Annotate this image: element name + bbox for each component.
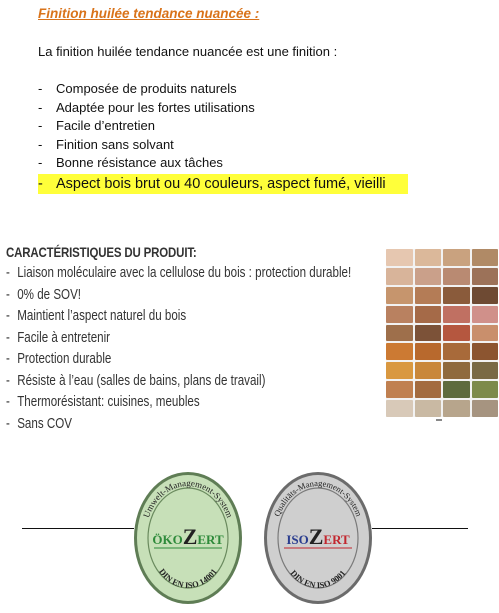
bullet-dash: - — [6, 415, 10, 432]
color-swatch — [415, 268, 442, 285]
color-swatch — [443, 400, 470, 417]
color-swatch — [386, 287, 413, 304]
color-swatch — [386, 400, 413, 417]
color-swatch — [472, 306, 499, 323]
list-item — [6, 263, 351, 285]
bullet-dash: - — [6, 394, 10, 410]
color-swatch-chart — [386, 249, 498, 417]
bullet-dash: - — [38, 136, 43, 152]
color-swatch — [415, 287, 442, 304]
list-item-text: Bonne résistance aux tâches — [56, 155, 223, 170]
color-swatch — [472, 325, 499, 342]
color-swatch — [472, 268, 499, 285]
divider-line — [372, 528, 468, 529]
color-swatch — [415, 249, 442, 266]
list-item-text: Finition sans solvant — [56, 136, 174, 152]
color-swatch — [415, 400, 442, 417]
bullet-dash: - — [38, 118, 43, 133]
product-characteristics — [6, 244, 438, 435]
bullet-dash: - — [6, 372, 10, 389]
color-swatch — [386, 362, 413, 379]
color-swatch — [386, 268, 413, 285]
color-swatch — [472, 400, 499, 417]
color-swatch — [443, 268, 470, 285]
finition-title: Finition huilée tendance nuancée : — [38, 6, 260, 21]
bullet-dash: - — [6, 351, 10, 367]
bullet-dash: - — [6, 265, 10, 281]
list-item-text: Liaison moléculaire avec la cellulose du bois : protection durable! — [17, 265, 352, 281]
list-item — [6, 414, 351, 436]
color-swatch — [415, 325, 442, 342]
color-swatch — [386, 306, 413, 323]
color-swatch — [443, 249, 470, 266]
list-item — [6, 306, 351, 328]
list-item-text: Résiste à l’eau (salles de bains, plans de travail) — [17, 372, 266, 389]
bullet-dash: - — [38, 175, 43, 192]
list-item — [6, 392, 351, 414]
color-swatch — [443, 362, 470, 379]
list-item-text: Thermorésistant: cuisines, meubles — [17, 394, 200, 410]
color-swatch — [415, 343, 442, 360]
seal-brand: ISOZERT — [286, 524, 350, 549]
color-swatch — [472, 362, 499, 379]
list-item — [6, 371, 351, 393]
color-swatch — [386, 325, 413, 342]
seal-brand: ÖKOZERT — [152, 524, 224, 549]
swatch-marker — [436, 419, 442, 421]
seal-ring-text: Qualitäts-Management-System — [271, 477, 365, 518]
list-item — [38, 136, 408, 155]
color-swatch — [386, 381, 413, 398]
list-item — [6, 328, 351, 350]
list-item — [38, 154, 408, 173]
list-item-text: Protection durable — [17, 351, 112, 367]
list-item-text: Maintient l’aspect naturel du bois — [17, 308, 187, 324]
okozert-seal — [132, 470, 244, 606]
characteristics-heading: CARACTÉRISTIQUES DU PRODUIT: — [6, 244, 197, 260]
list-item — [38, 117, 408, 136]
bullet-dash: - — [38, 81, 43, 96]
bullet-dash: - — [38, 155, 43, 170]
list-item-text: Sans COV — [17, 415, 72, 432]
list-item-text: Facile d’entretien — [56, 118, 155, 133]
color-swatch — [415, 306, 442, 323]
color-swatch — [443, 343, 470, 360]
color-swatch — [443, 306, 470, 323]
list-item — [38, 99, 408, 118]
color-swatch — [443, 325, 470, 342]
isozert-seal — [262, 470, 374, 606]
divider-line — [22, 528, 134, 529]
bullet-dash: - — [6, 329, 10, 346]
color-swatch — [472, 343, 499, 360]
list-item-text: Composée de produits naturels — [56, 81, 237, 96]
bullet-dash: - — [6, 286, 10, 303]
color-swatch — [472, 249, 499, 266]
list-item-text: Adaptée pour les fortes utilisations — [56, 99, 255, 115]
color-swatch — [443, 287, 470, 304]
list-item-text: 0% de SOV! — [17, 286, 82, 303]
color-swatch — [472, 381, 499, 398]
seal-norm-text: DIN EN ISO 9001 — [288, 567, 348, 591]
color-swatch — [386, 343, 413, 360]
finition-intro: La finition huilée tendance nuancée est une finition : — [38, 44, 338, 59]
list-item — [6, 285, 351, 307]
seal-norm-text: DIN EN ISO 14001 — [157, 566, 219, 591]
color-swatch — [415, 381, 442, 398]
bullet-dash: - — [38, 99, 43, 115]
highlighted-list-item — [38, 174, 408, 194]
bullet-dash: - — [6, 308, 10, 324]
list-item — [6, 349, 351, 371]
list-item-text: Facile à entretenir — [17, 329, 111, 346]
color-swatch — [415, 362, 442, 379]
finition-list — [38, 80, 408, 194]
characteristics-list — [6, 263, 438, 435]
color-swatch — [386, 249, 413, 266]
color-swatch — [472, 287, 499, 304]
list-item — [38, 80, 408, 99]
list-item-text: Aspect bois brut ou 40 couleurs, aspect fumé, vieilli — [56, 175, 386, 192]
color-swatch — [443, 381, 470, 398]
seal-ring-text: Umwelt-Management-System — [141, 477, 235, 519]
